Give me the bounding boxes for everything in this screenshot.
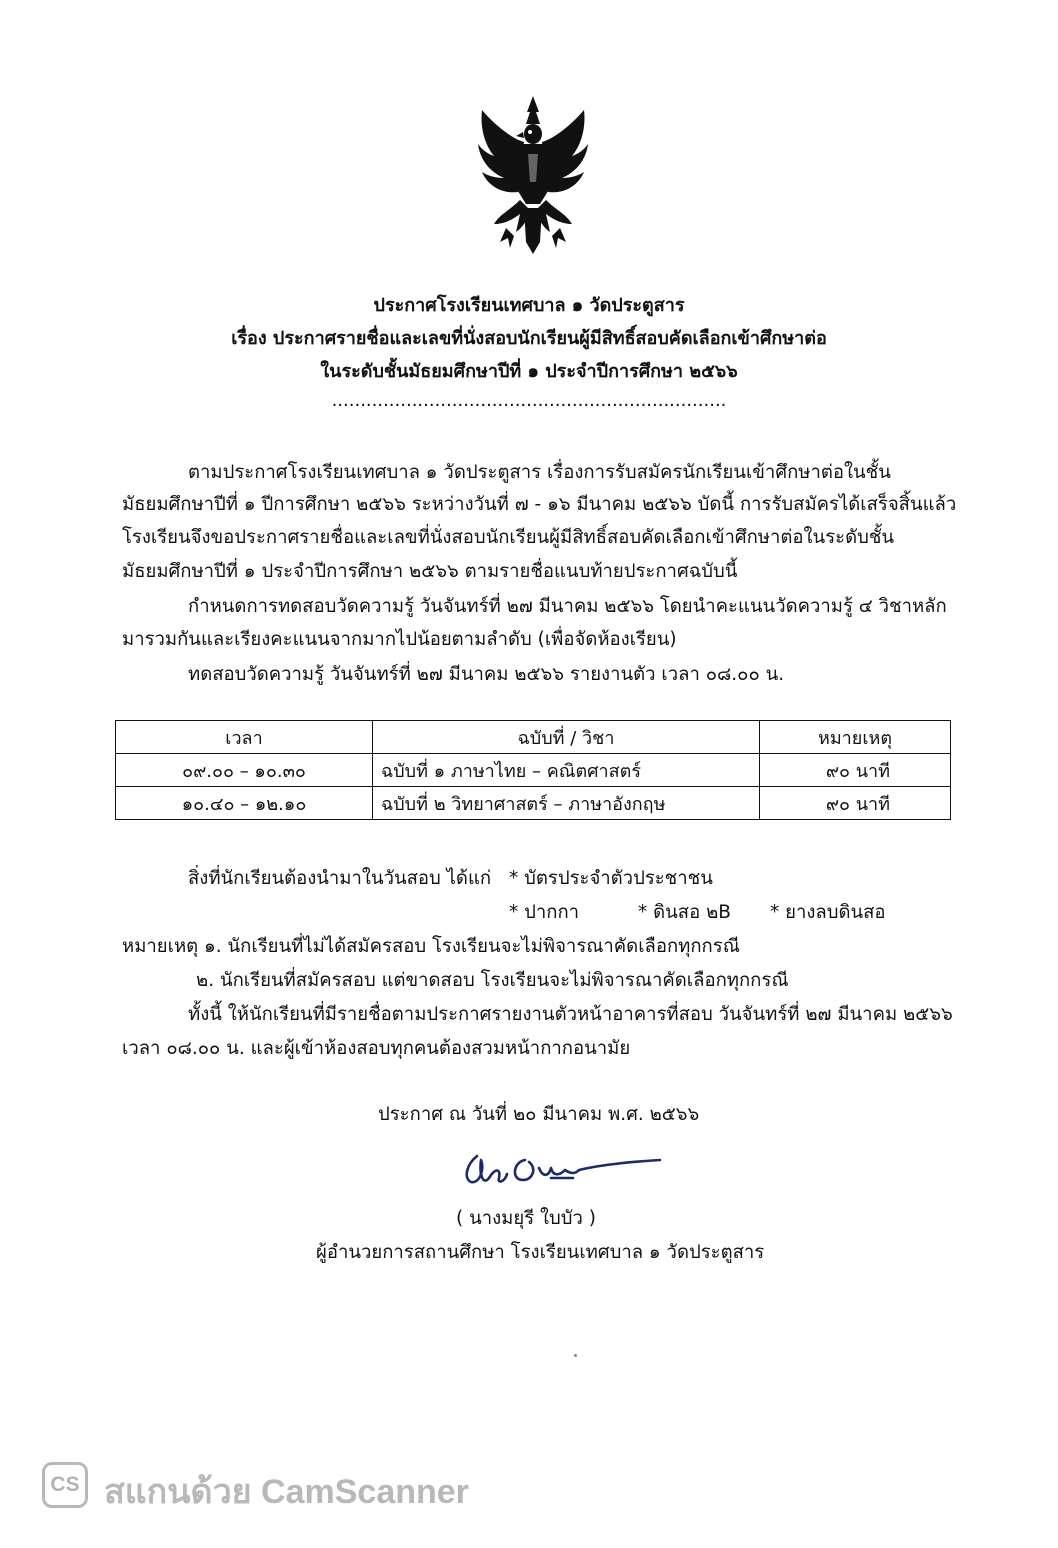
item-pencil: * ดินสอ ๒B	[638, 902, 731, 923]
handwritten-signature	[455, 1148, 665, 1192]
remark-2: ๒. นักเรียนที่สมัครสอบ แต่ขาดสอบ โรงเรียนจะไม่พิจารณาคัดเลือกทุกกรณี	[196, 970, 789, 991]
item-id-card: * บัตรประจำตัวประชาชน	[509, 868, 713, 889]
signer-position: ผู้อำนวยการสถานศึกษา โรงเรียนเทศบาล ๑ วัดประตูสาร	[316, 1242, 765, 1263]
camscanner-watermark: สแกนด้วย CamScanner	[104, 1473, 469, 1511]
announcement-level: ในระดับชั้นมัธยมศึกษาปีที่ ๑ ประจำปีการศึกษา ๒๕๖๖	[320, 361, 738, 382]
paragraph-1-line-1: ตามประกาศโรงเรียนเทศบาล ๑ วัดประตูสาร เรื่องการรับสมัครนักเรียนเข้าศึกษาต่อในชั้น	[188, 462, 891, 483]
row-2-subject: ฉบับที่ ๒ วิทยาศาสตร์ – ภาษาอังกฤษ	[373, 787, 760, 820]
table-header-row	[116, 721, 951, 754]
paragraph-1-line-4: มัธยมศึกษาปีที่ ๑ ประจำปีการศึกษา ๒๕๖๖ ตามรายชื่อแนบท้ายประกาศฉบับนี้	[122, 561, 738, 582]
camscanner-logo-icon: CS	[42, 1462, 88, 1508]
scan-speck	[574, 1354, 577, 1357]
table-row	[116, 787, 951, 820]
paragraph-1-line-3: โรงเรียนจึงขอประกาศรายชื่อและเลขที่นั่งสอบนักเรียนผู้มีสิทธิ์สอบคัดเลือกเข้าศึกษาต่อในระดับชั้น	[122, 527, 895, 548]
remark-1: หมายเหตุ ๑. นักเรียนที่ไม่ได้สมัครสอบ โรงเรียนจะไม่พิจารณาคัดเลือกทุกกรณี	[122, 936, 740, 957]
exam-schedule-table	[115, 720, 951, 820]
announcement-date: ประกาศ ณ วันที่ ๒๐ มีนาคม พ.ศ. ๒๕๖๖	[378, 1104, 700, 1125]
item-eraser: * ยางลบดินสอ	[770, 902, 886, 923]
row-2-time: ๑๐.๔๐ – ๑๒.๑๐	[116, 787, 373, 820]
garuda-emblem-icon	[470, 92, 596, 262]
header-subject: ฉบับที่ / วิชา	[373, 721, 760, 754]
item-pen: * ปากกา	[509, 902, 580, 923]
row-1-time: ๐๙.๐๐ – ๑๐.๓๐	[116, 754, 373, 787]
announcement-title: ประกาศโรงเรียนเทศบาล ๑ วัดประตูสาร	[373, 295, 685, 316]
remark-3-line-1: ทั้งนี้ ให้นักเรียนที่มีรายชื่อตามประกาศรายงานตัวหน้าอาคารที่สอบ วันจันทร์ที่ ๒๗ มีนาคม ๒๕๖๖	[188, 1004, 953, 1025]
header-time: เวลา	[116, 721, 373, 754]
row-1-note: ๙๐ นาที	[760, 754, 951, 787]
items-intro: สิ่งที่นักเรียนต้องนำมาในวันสอบ ได้แก่	[188, 868, 492, 889]
table-row	[116, 754, 951, 787]
paragraph-2-line-1: กำหนดการทดสอบวัดความรู้ วันจันทร์ที่ ๒๗ มีนาคม ๒๕๖๖ โดยนำคะแนนวัดความรู้ ๔ วิชาหลัก	[188, 596, 947, 617]
paragraph-3-line-1: ทดสอบวัดความรู้ วันจันทร์ที่ ๒๗ มีนาคม ๒๕๖๖ รายงานตัว เวลา ๐๘.๐๐ น.	[188, 664, 785, 685]
paragraph-2-line-2: มารวมกันและเรียงคะแนนจากมากไปน้อยตามลำดับ (เพื่อจัดห้องเรียน)	[122, 629, 677, 650]
signer-name: ( นางมยุรี ใบบัว )	[456, 1208, 597, 1229]
dotted-separator: .....................................................................	[331, 390, 727, 411]
paragraph-1-line-2: มัธยมศึกษาปีที่ ๑ ปีการศึกษา ๒๕๖๖ ระหว่างวันที่ ๗ - ๑๖ มีนาคม ๒๕๖๖ บัดนี้ การรับสมัครได้เสร็จสิ้นแล้ว	[122, 494, 957, 515]
row-2-note: ๙๐ นาที	[760, 787, 951, 820]
remark-3-line-2: เวลา ๐๘.๐๐ น. และผู้เข้าห้องสอบทุกคนต้องสวมหน้ากากอนามัย	[122, 1038, 631, 1059]
row-1-subject: ฉบับที่ ๑ ภาษาไทย – คณิตศาสตร์	[373, 754, 760, 787]
announcement-subject: เรื่อง ประกาศรายชื่อและเลขที่นั่งสอบนักเรียนผู้มีสิทธิ์สอบคัดเลือกเข้าศึกษาต่อ	[231, 328, 827, 349]
header-note: หมายเหตุ	[760, 721, 951, 754]
